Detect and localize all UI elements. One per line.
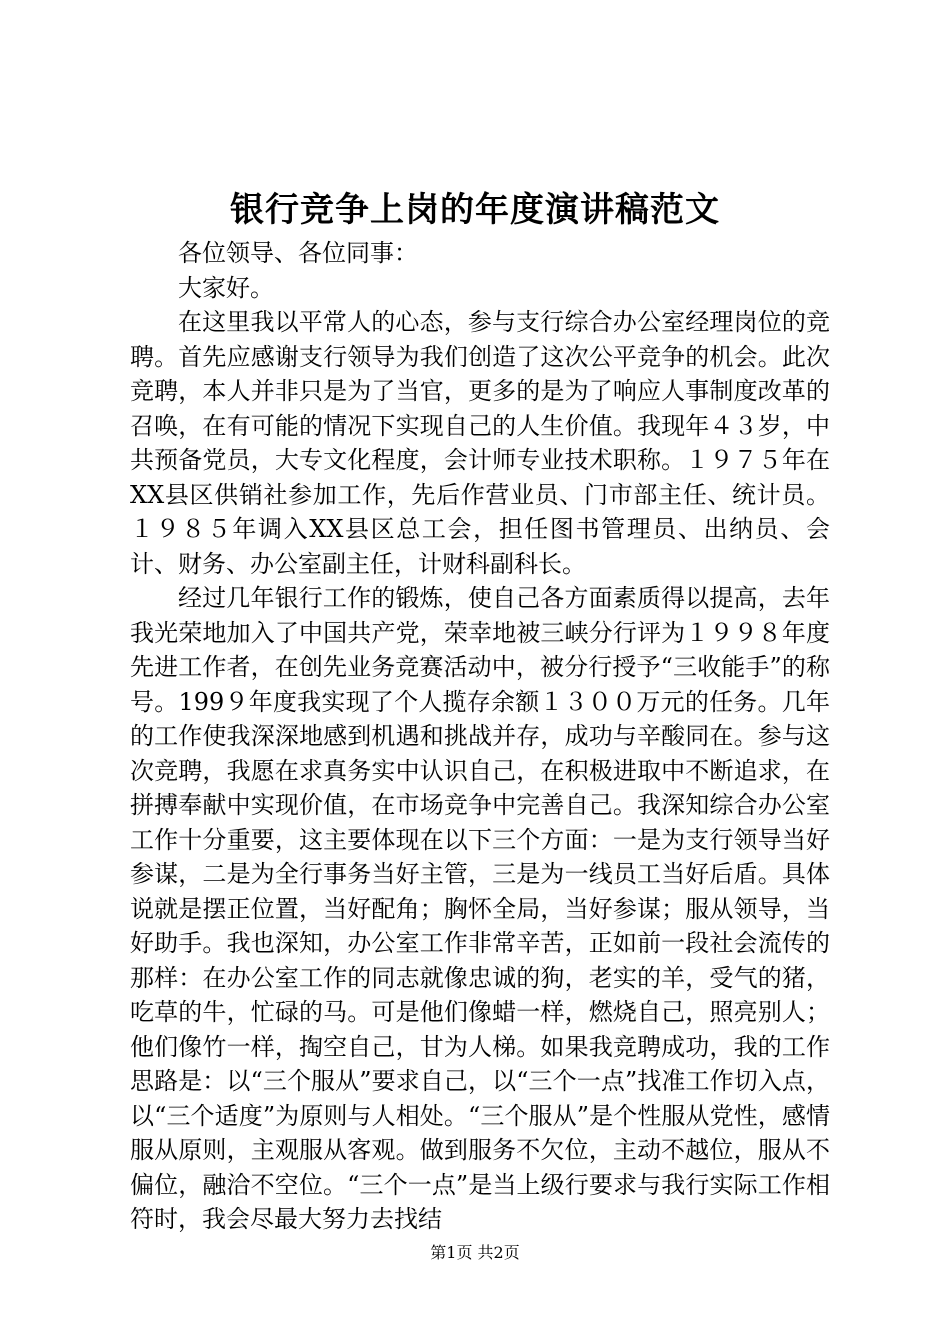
salutation-paragraph: 各位领导、各位同事： bbox=[178, 239, 418, 267]
greeting-paragraph: 大家好。 bbox=[178, 273, 274, 302]
document-body bbox=[130, 236, 830, 1237]
body-paragraph-intro: 在这里我以平常人的心态，参与支行综合办公室经理岗位的竞聘。首先应感谢支行领导为我们创造了这次公平竞争的机会。此次竞聘，本人并非只是为了当官，更多的是为了响应人事制度改革的召唤，在有可能的情况下实现自己的人生价值。我现年４３岁，中共预备党员，大专文化程度，会计师专业技术职称。１９７５年在XX县区供销社参加工作，先后作营业员、门市部主任、统计员。１９８５年调入XX县区总工会，担任图书管理员、出纳员、会计、财务、办公室副主任，计财科副科长。 bbox=[130, 308, 830, 578]
document-title: 银行竞争上岗的年度演讲稿范文 bbox=[230, 190, 720, 230]
body-paragraph-experience: 经过几年银行工作的锻炼，使自己各方面素质得以提高，去年我光荣地加入了中国共产党，荣幸地被三峡分行评为１９９８年度先进工作者，在创先业务竞赛活动中，被分行授予“三收能手”的称号。199９年度我实现了个人揽存余额１３００万元的任务。几年的工作使我深深地感到机遇和挑战并存，成功与辛酸同在。参与这次竞聘，我愿在求真务实中认识自己，在积极进取中不断追求，在拼搏奉献中实现价值，在市场竞争中完善自己。我深知综合办公室工作十分重要，这主要体现在以下三个方面：一是为支行领导当好参谋，二是为全行事务当好主管，三是为一线员工当好后盾。具体说就是摆正位置，当好配角；胸怀全局，当好参谋；服从领导，当好助手。我也深知，办公室工作非常辛苦，正如前一段社会流传的那样：在办公室工作的同志就像忠诚的狗，老实的羊，受气的猪，吃草的牛，忙碌的马。可是他们像蜡一样，燃烧自己，照亮别人；他们像竹一样，掏空自己，甘为人梯。如果我竞聘成功，我的工作思路是：以“三个服从”要求自己，以“三个一点”找准工作切入点，以“三个适度”为原则与人相处。“三个服从”是个性服从党性，感情服从原则，主观服从客观。做到服务不欠位，主动不越位，服从不偏位，融洽不空位。“三个一点”是当上级行要求与我行实际工作相符时，我会尽最大努力去找结 bbox=[130, 584, 830, 1233]
page-footer: 第1页 共2页 bbox=[430, 1243, 520, 1262]
